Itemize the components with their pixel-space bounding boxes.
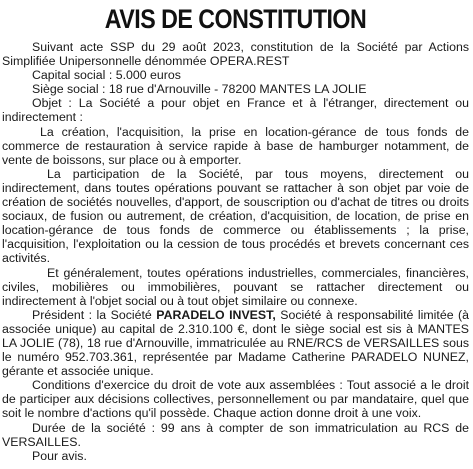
siege-paragraph: Siège social : 18 rue d'Arnouville - 78200 MANTES LA JOLIE [32, 82, 367, 97]
conditions-paragraph: Conditions d'exercice du droit de vote aux assemblées : Tout associé a le droit de participer aux décisions collectives, personnellement ou par mandataire, quel que soit le nombre d'actions qu'il possède. Chaque action donne droit à une voix. [2, 378, 469, 421]
president-company-name: PARADELO INVEST, [156, 307, 276, 322]
intro-paragraph: Suivant acte SSP du 29 août 2023, constitution de la Société par Actions Simplifiée Unipersonnelle dénommée OPERA.REST [2, 40, 469, 69]
notice-title: AVIS DE CONSTITUTION [104, 4, 367, 34]
pour-avis: Pour avis. [32, 448, 87, 463]
participation-paragraph: La participation de la Société, par tous moyens, directement ou indirectement, dans toutes opérations pouvant se rattacher à son objet par voie de création de sociétés nouvelles, d'apport, de souscription ou d'achat de titres ou droits sociaux, de fusion ou autrement, de création, d'acquisition, de location, de prise en location-gérance de tous fonds de commerce ou établissements ; la prise, l'acquisition, l'exploitation ou la cession de tous procédés et brevets concernant ces activités. [2, 166, 469, 266]
general-paragraph: Et généralement, toutes opérations industrielles, commerciales, financières, civiles, mobilières ou immobilières, pouvant se rattacher directement ou indirectement à l'objet social ou à tout objet similaire ou connexe. [2, 265, 469, 308]
president-text-before: Président : la Société [32, 307, 157, 322]
creation-paragraph: La création, l'acquisition, la prise en location-gérance de tous fonds de commerce de restauration à service rapide à base de hamburger notamment, de vente de boissons, sur place ou à emporter. [2, 124, 469, 167]
duree-paragraph: Durée de la société : 99 ans à compter de son immatriculation au RCS de VERSAILLES. [2, 420, 469, 449]
president-paragraph [2, 308, 469, 378]
president-text-after: Société à responsabilité limitée (à associée unique) au capital de 2.310.100 €, dont le siège social est sis à MANTES LA JOLIE (78), 18 rue d'Arnouville, immatriculée au RNE/RCS de VERSAILLES sous le numéro 952.703.361, représentée par Madame Catherine PARADELO NUNEZ, gérante et associée unique. [2, 307, 470, 379]
objet-paragraph: Objet : La Société a pour objet en France et à l'étranger, directement ou indirectement : [2, 96, 469, 125]
capital-paragraph: Capital social : 5.000 euros [32, 68, 181, 83]
